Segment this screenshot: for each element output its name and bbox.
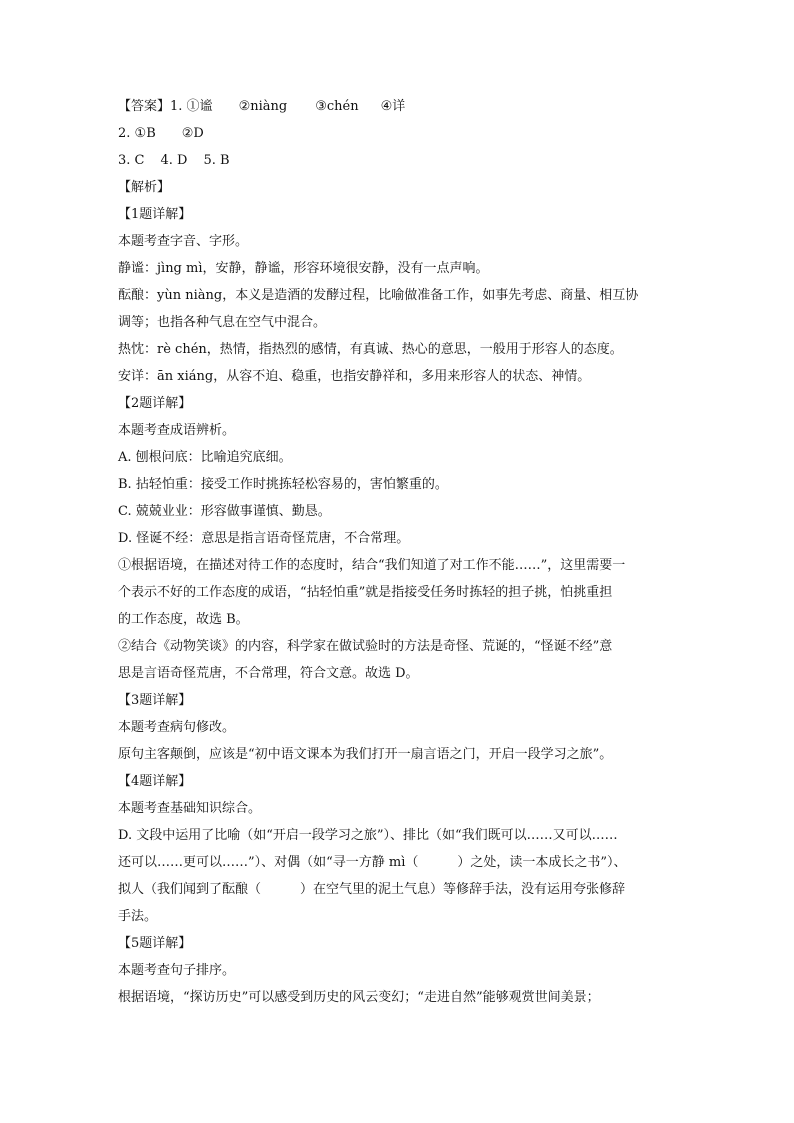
answer-q1-2: ②niàng [238, 99, 288, 114]
section-heading: 【5题详解】 [118, 936, 192, 951]
body-line: 手法。 [118, 909, 158, 924]
answer-line-3 [118, 147, 678, 174]
body-line: 酝酿：yùn niàng，本义是造酒的发酵过程，比喻做准备工作，如事先考虑、商量、相互协 [118, 288, 639, 303]
section-heading: 【4题详解】 [118, 774, 192, 789]
body-line: 原句主客颠倒，应该是“初中语文课本为我们打开一扇言语之门，开启一段学习之旅”。 [118, 747, 613, 762]
answer-q3: 3. C [118, 153, 145, 168]
body-line: 本题考查基础知识综合。 [118, 801, 262, 816]
answer-q1-1: 1. ①谧 [170, 99, 213, 114]
body-line: B. 拈轻怕重：接受工作时挑拣轻松容易的，害怕繁重的。 [118, 477, 448, 492]
body-line: ①根据语境，在描述对待工作的态度时，结合“我们知道了对工作不能……”，这里需要一 [118, 558, 626, 573]
section-heading: 【3题详解】 [118, 693, 192, 708]
answer-q5: 5. B [203, 153, 230, 168]
section-heading: 【1题详解】 [118, 207, 192, 222]
body-line: 思是言语奇怪荒唐，不合常理，符合文意。故选 D。 [118, 666, 419, 681]
body-line: ②结合《动物笑谈》的内容，科学家在做试验时的方法是奇怪、荒诞的，“怪诞不经”意 [118, 639, 613, 654]
answer-q1-4: ④详 [380, 99, 406, 114]
body-line: 本题考查句子排序。 [118, 963, 236, 978]
body-line: 热忱：rè chén，热情，指热烈的感情，有真诚、热心的意思，一般用于形容人的态度。 [118, 342, 623, 357]
answer-q1-3: ③chén [315, 99, 359, 114]
answer-line-1 [118, 93, 678, 120]
body-line: 个表示不好的工作态度的成语，“拈轻怕重”就是指接受任务时拣轻的担子挑，怕挑重担 [118, 585, 613, 600]
body-line: 调等；也指各种气息在空气中混合。 [118, 315, 327, 330]
body-line: 的工作态度，故选 B。 [118, 612, 249, 627]
body-line: D. 文段中运用了比喻（如“开启一段学习之旅”）、排比（如“我们既可以……又可以…… [118, 828, 618, 843]
answer-label: 【答案】 [118, 99, 171, 114]
body-line: 还可以……更可以……”）、对偶（如“寻一方静 mì（ ）之处，读一本成长之书”）、 [118, 855, 627, 870]
answer-line-2 [118, 120, 678, 147]
body-line: 本题考查字音、字形。 [118, 234, 249, 249]
body-line: 拟人（我们闻到了酝酿（ ）在空气里的泥土气息）等修辞手法，没有运用夸张修辞 [118, 882, 626, 897]
body-line: D. 怪诞不经：意思是指言语奇怪荒唐，不合常理。 [118, 531, 410, 546]
body-line: C. 兢兢业业：形容做事谨慎、勤恳。 [118, 504, 331, 519]
answer-q2-2: ②D [181, 126, 204, 141]
analysis-label: 【解析】 [118, 180, 171, 195]
body-line: A. 刨根问底：比喻追究底细。 [118, 450, 292, 465]
document-page [118, 93, 678, 1011]
body-line: 安详：ān xiáng，从容不迫、稳重，也指安静祥和，多用来形容人的状态、神情。 [118, 369, 591, 384]
body-line: 根据语境，“探访历史”可以感受到历史的风云变幻；“走进自然”能够观赏世间美景； [118, 990, 600, 1005]
body-line: 本题考查病句修改。 [118, 720, 236, 735]
body-line: 静谧：jìng mì，安静，静谧，形容环境很安静，没有一点声响。 [118, 261, 489, 276]
section-heading: 【2题详解】 [118, 396, 192, 411]
body-line: 本题考查成语辨析。 [118, 423, 236, 438]
answer-q4: 4. D [160, 153, 188, 168]
answer-q2-1: 2. ①B [118, 126, 156, 141]
